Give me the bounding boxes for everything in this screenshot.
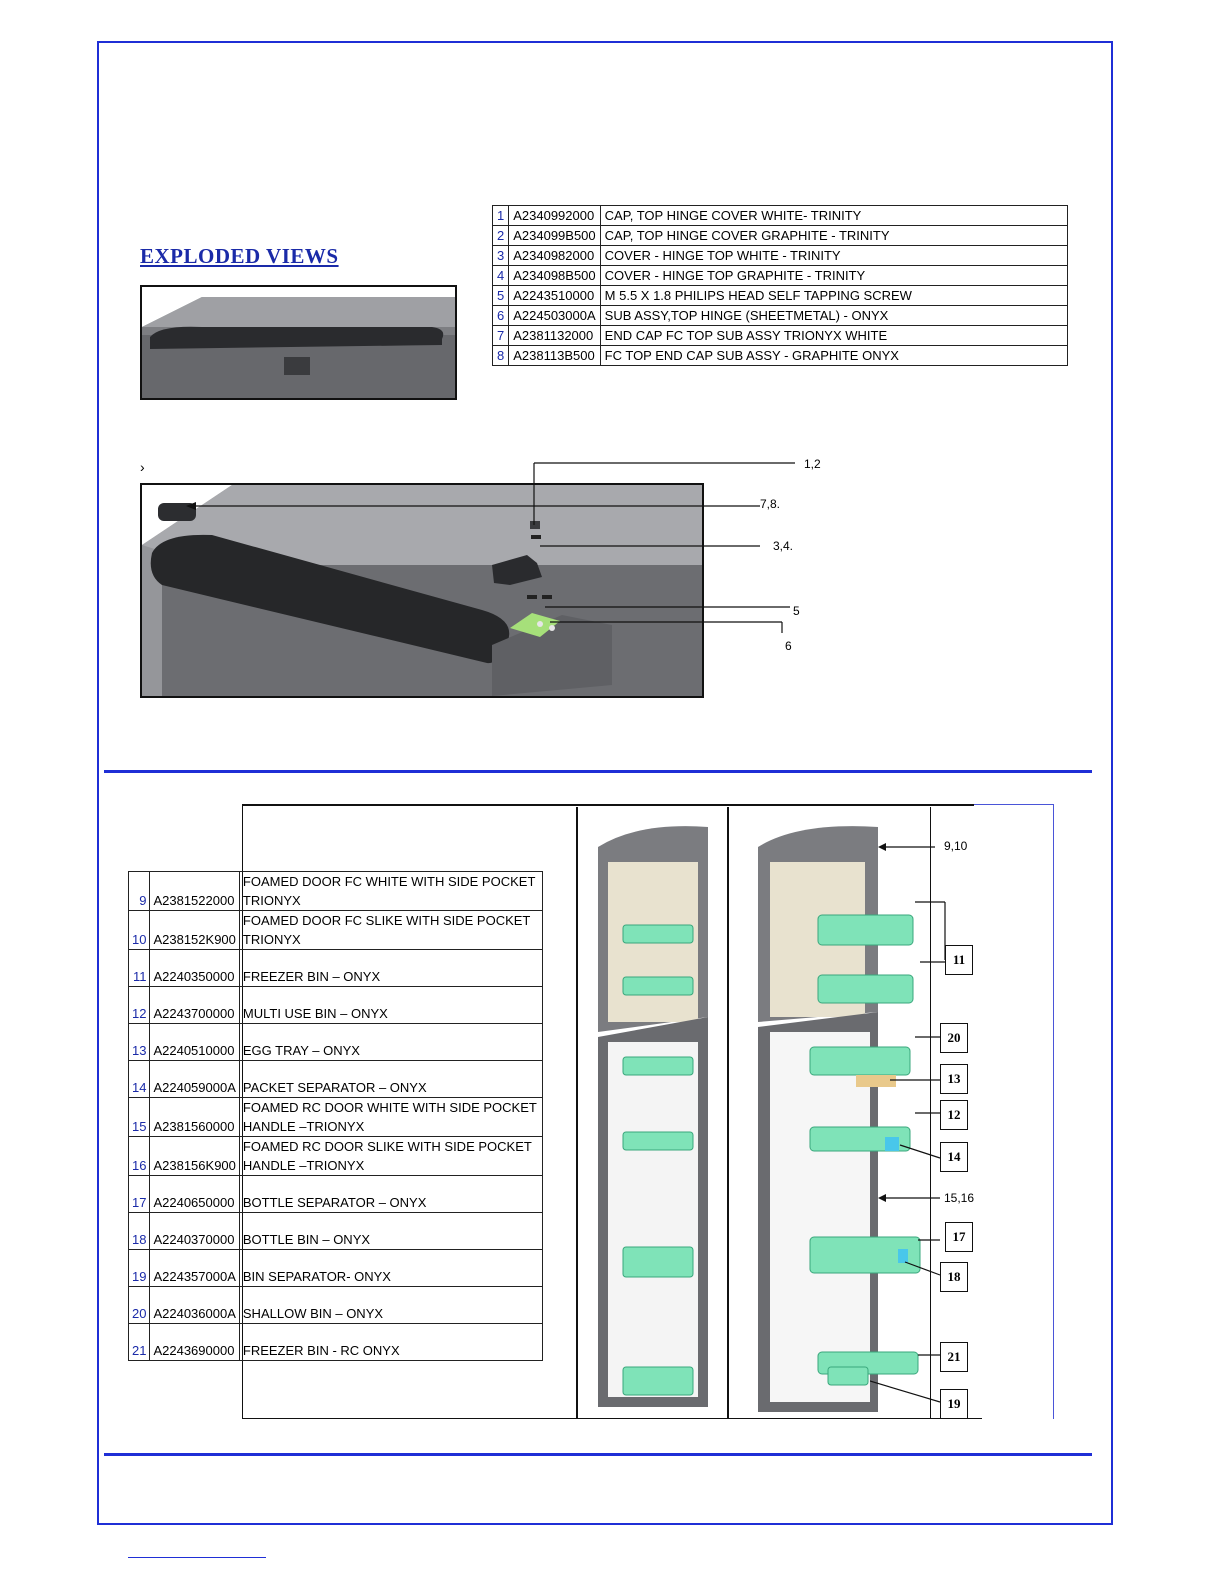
table-row: 9 A2381522000 FOAMED DOOR FC WHITE WITH SIDE POCKET TRIONYX — [129, 872, 543, 911]
callout-box-13: 13 — [940, 1064, 968, 1094]
left-door-outline — [598, 826, 708, 1407]
callout-9-10: 9,10 — [944, 839, 968, 853]
table-row: 14 A224059000A PACKET SEPARATOR – ONYX — [129, 1061, 543, 1098]
callout-box-14: 14 — [940, 1142, 968, 1172]
table-row: 7 A2381132000 END CAP FC TOP SUB ASSY TRIONYX WHITE — [493, 326, 1068, 346]
callout-box-17: 17 — [945, 1222, 973, 1252]
table-row: 21 A2243690000 FREEZER BIN - RC ONYX — [129, 1324, 543, 1361]
callout-box-11: 11 — [945, 945, 973, 975]
table-row: 2 A234099B500 CAP, TOP HINGE COVER GRAPHITE - TRINITY — [493, 226, 1068, 246]
section-divider-bottom — [104, 1453, 1092, 1456]
table-row: 10 A238152K900 FOAMED DOOR FC SLIKE WITH SIDE POCKET TRIONYX — [129, 911, 543, 950]
table-row: 1 A2340992000 CAP, TOP HINGE COVER WHITE- TRINITY — [493, 206, 1068, 226]
hinge-parts-table — [492, 205, 1068, 366]
table-row: 16 A238156K900 FOAMED RC DOOR SLIKE WITH SIDE POCKET HANDLE –TRIONYX — [129, 1137, 543, 1176]
page-title: EXPLODED VIEWS — [140, 244, 339, 268]
table-row: 20 A224036000A SHALLOW BIN – ONYX — [129, 1287, 543, 1324]
bottom-frame-top-right — [974, 804, 1054, 805]
table-row: 6 A224503000A SUB ASSY,TOP HINGE (SHEETMETAL) - ONYX — [493, 306, 1068, 326]
table-row: 12 A2243700000 MULTI USE BIN – ONYX — [129, 987, 543, 1024]
callout-15-16: 15,16 — [944, 1191, 975, 1205]
table-row: 17 A2240650000 BOTTLE SEPARATOR – ONYX — [129, 1176, 543, 1213]
top-leader-lines — [140, 455, 840, 665]
table-row: 13 A2240510000 EGG TRAY – ONYX — [129, 1024, 543, 1061]
callout-5: 5 — [793, 604, 800, 618]
callout-6: 6 — [785, 639, 792, 653]
callout-1-2: 1,2 — [804, 457, 821, 471]
table-row: 11 A2240350000 FREEZER BIN – ONYX — [129, 950, 543, 987]
table-row: 19 A224357000A BIN SEPARATOR- ONYX — [129, 1250, 543, 1287]
section-divider — [104, 770, 1092, 773]
table-row: 18 A2240370000 BOTTLE BIN – ONYX — [129, 1213, 543, 1250]
door-parts-table — [128, 871, 543, 1361]
marker-glyph: › — [140, 459, 145, 475]
table-row: 5 A2243510000 M 5.5 X 1.8 PHILIPS HEAD SELF TAPPING SCREW — [493, 286, 1068, 306]
table-row: 15 A2381560000 FOAMED RC DOOR WHITE WITH SIDE POCKET HANDLE –TRIONYX — [129, 1098, 543, 1137]
callout-box-21: 21 — [940, 1342, 968, 1372]
right-door-outline — [758, 826, 878, 1412]
fridge-top-thumbnail-drawing — [142, 287, 455, 398]
callout-3-4: 3,4. — [773, 539, 794, 553]
table-row: 3 A2340982000 COVER - HINGE TOP WHITE - TRINITY — [493, 246, 1068, 266]
callout-box-12: 12 — [940, 1100, 968, 1130]
callout-box-18: 18 — [940, 1262, 968, 1292]
bottom-frame-lines — [242, 804, 974, 806]
fridge-top-thumbnail — [140, 285, 457, 400]
bottom-frame-right — [1053, 804, 1054, 1419]
callout-box-19: 19 — [940, 1389, 968, 1419]
callout-7-8: 7,8. — [760, 497, 781, 511]
footer-line — [128, 1557, 266, 1558]
table-row: 4 A234098B500 COVER - HINGE TOP GRAPHITE - TRINITY — [493, 266, 1068, 286]
table-row: 8 A238113B500 FC TOP END CAP SUB ASSY - GRAPHITE ONYX — [493, 346, 1068, 366]
callout-box-20: 20 — [940, 1023, 968, 1053]
